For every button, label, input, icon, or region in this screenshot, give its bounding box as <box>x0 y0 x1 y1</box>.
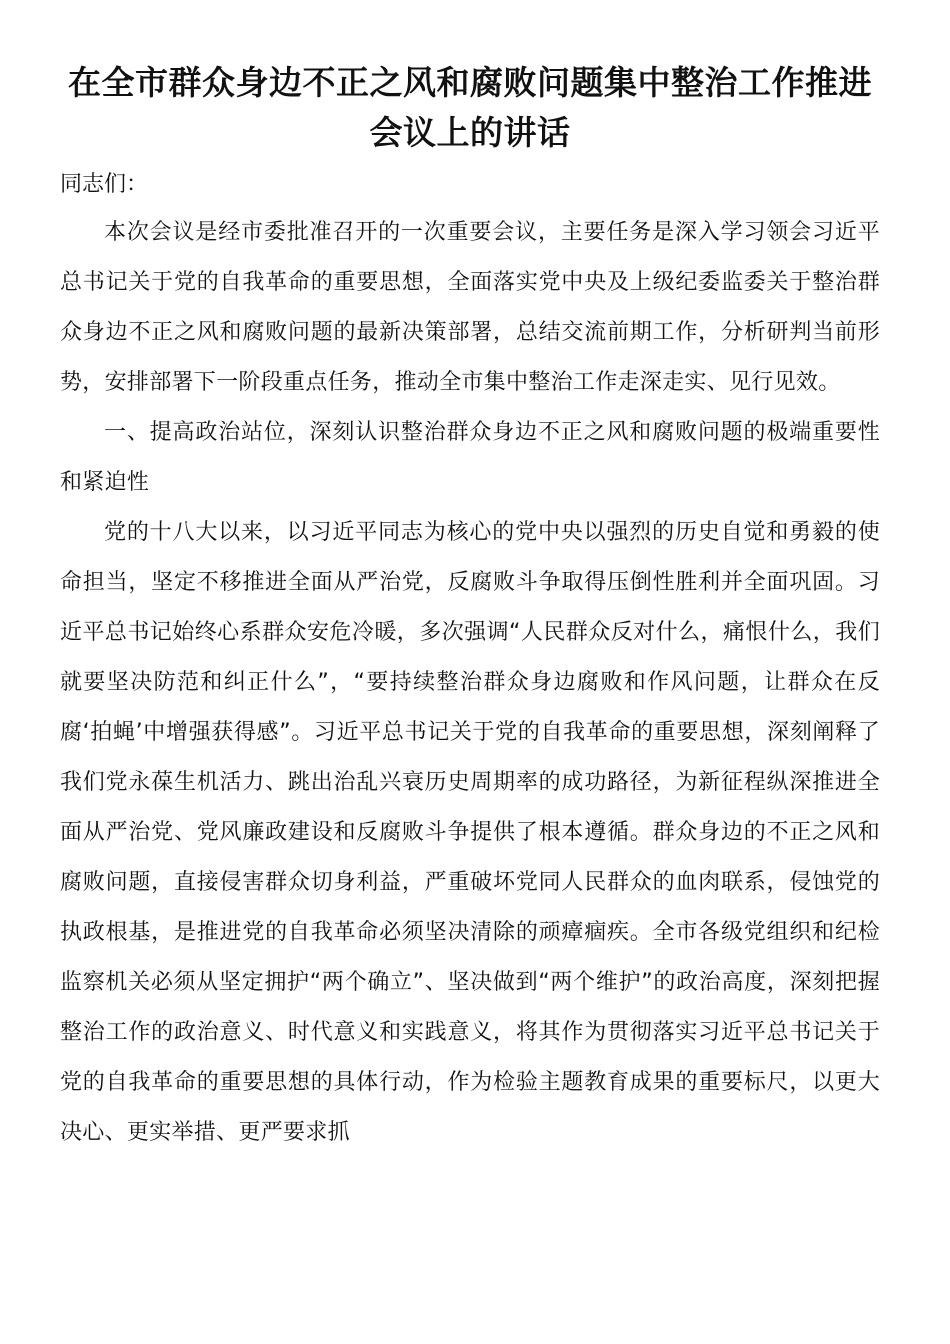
section-heading-1: 一、提高政治站位，深刻认识整治群众身边不正之风和腐败问题的极端重要性和紧迫性 <box>60 420 880 495</box>
paragraph-intro: 本次会议是经市委批准召开的一次重要会议，主要任务是深入学习领会习近平总书记关于党的自我革命的重要思想，全面落实党中央及上级纪委监委关于整治群众身边不正之风和腐败问题的最新决策部署，总结交流前期工作，分析研判当前形势，安排部署下一阶段重点任务，推动全市集中整治工作走深走实、见行见效。 <box>60 220 880 395</box>
document-title: 在全市群众身边不正之风和腐败问题集中整治工作推进会议上的讲话 <box>68 63 872 152</box>
paragraph-body-1: 党的十八大以来，以习近平同志为核心的党中央以强烈的历史自觉和勇毅的使命担当，坚定不移推进全面从严治党，反腐败斗争取得压倒性胜利并全面巩固。习近平总书记始终心系群众安危冷暖，多次强调“人民群众反对什么，痛恨什么，我们就要坚决防范和纠正什么”，“要持续整治群众身边腐败和作风问题，让群众在反腐‘拍蝇’中增强获得感”。习近平总书记关于党的自我革命的重要思想，深刻阐释了我们党永葆生机活力、跳出治乱兴衰历史周期率的成功路径，为新征程纵深推进全面从严治党、党风廉政建设和反腐败斗争提供了根本遵循。群众身边的不正之风和腐败问题，直接侵害群众切身利益，严重破坏党同人民群众的血肉联系，侵蚀党的执政根基，是推进党的自我革命必须坚决清除的顽瘴痼疾。全市各级党组织和纪检监察机关必须从坚定拥护“两个确立”、坚决做到“两个维护”的政治高度，深刻把握整治工作的政治意义、时代意义和实践意义，将其作为贯彻落实习近平总书记关于党的自我革命的重要思想的具体行动，作为检验主题教育成果的重要标尺，以更大决心、更实举措、更严要求抓 <box>60 520 880 1145</box>
salutation: 同志们： <box>60 172 149 197</box>
